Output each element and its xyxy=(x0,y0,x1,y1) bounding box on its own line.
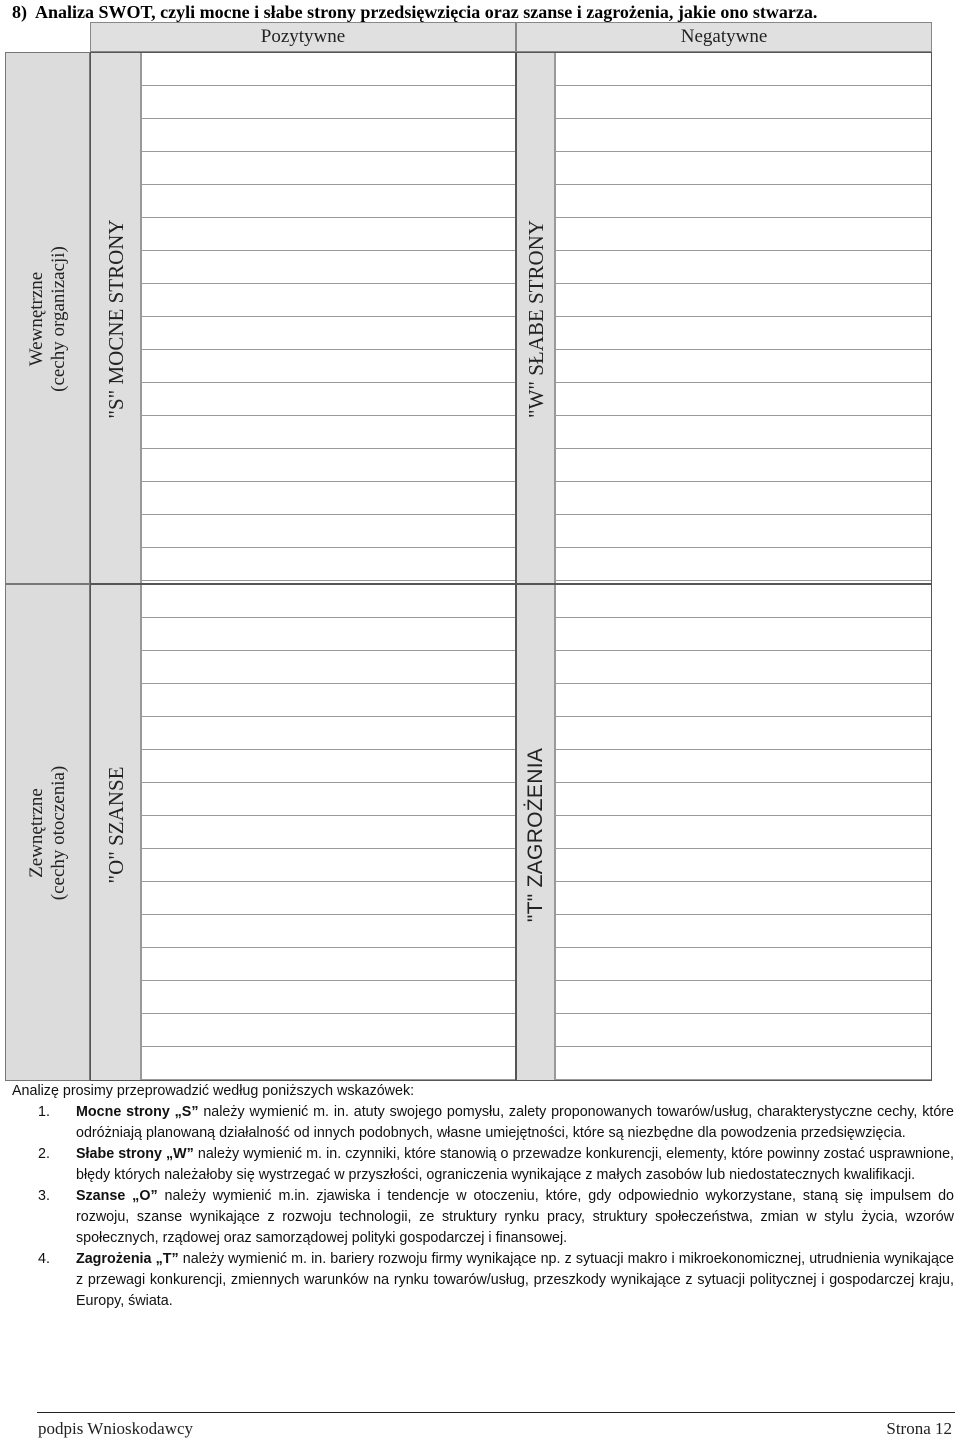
instruction-text: należy wymienić m.in. zjawiska i tendencje w otoczeniu, które, gdy odpowiednio wykorzystane, staną się impulsem do rozwoju, szanse wynikające z rozwoju technologii, ze struktury rynku pracy, struktury społeczeństwa, zmian w stylu życia, wzorów społecznych, rządowej oraz samorządowej polityki gospodarczej i finansowej. xyxy=(76,1188,954,1246)
weaknesses-label-strip xyxy=(517,53,555,583)
instructions-intro: Analizę prosimy przeprowadzić według poniższych wskazówek: xyxy=(12,1083,415,1099)
column-header-positive: Pozytywne xyxy=(90,22,516,52)
instruction-item xyxy=(12,1102,954,1144)
strengths-cell xyxy=(90,52,516,584)
instruction-text: należy wymienić m. in. czynniki, które stanowią o przewadze konkurencji, elementy, które powinny zostać usprawnione, błędy których należałoby się wystrzegać w przyszłości, ograniczenia wynikające z małych zasobów lub niedostatecznych kwalifikacji. xyxy=(76,1146,955,1183)
threats-label: "T" ZAGROŻENIA xyxy=(524,747,547,923)
strengths-label: "S" MOCNE STRONY xyxy=(104,219,128,419)
instruction-item xyxy=(12,1249,954,1312)
threats-writing-area[interactable] xyxy=(555,585,931,1080)
threats-label-strip xyxy=(517,585,555,1080)
instruction-text: należy wymienić m. in. bariery rozwoju firmy wynikające np. z sytuacji makro i mikroekonomicznej, utrudnienia wynikające z przewagi konkurencji, zmiennych warunków na rynku towarów/usług, przeszkody wynikające z sytuacji politycznej i gospodarczej kraju, Europy, świata. xyxy=(76,1251,954,1309)
instruction-text: należy wymienić m. in. atuty swojego pomysłu, zalety proponowanych towarów/usług, charakterystyczne cechy, które odróżniają planowaną działalność od innych podobnych, własne umiejętności, które są niezbędne dla powodzenia przedsięwzięcia. xyxy=(76,1104,955,1141)
opportunities-cell xyxy=(90,584,516,1081)
weaknesses-writing-area[interactable] xyxy=(555,53,931,583)
weaknesses-cell xyxy=(516,52,932,584)
row-header-external xyxy=(5,584,90,1081)
opportunities-writing-area[interactable] xyxy=(141,585,515,1080)
footer-divider xyxy=(37,1412,955,1413)
threats-cell xyxy=(516,584,932,1081)
column-header-negative: Negatywne xyxy=(516,22,932,52)
instruction-term: Słabe strony „W” xyxy=(76,1146,194,1162)
row-internal-line2: (cechy organizacji) xyxy=(48,246,69,392)
instruction-number: 3. xyxy=(38,1188,50,1204)
strengths-label-strip xyxy=(91,53,141,583)
instruction-number: 2. xyxy=(38,1146,50,1162)
instruction-term: Mocne strony „S” xyxy=(76,1104,199,1120)
weaknesses-label: "W" SŁABE STRONY xyxy=(524,220,548,418)
opportunities-label-strip xyxy=(91,585,141,1080)
row-external-line1: Zewnętrzne xyxy=(26,788,47,878)
row-header-internal-text xyxy=(26,246,70,392)
instruction-term: Szanse „O” xyxy=(76,1188,158,1204)
instructions-list xyxy=(12,1102,954,1312)
footer-signature-label: podpis Wnioskodawcy xyxy=(38,1419,194,1438)
instruction-term: Zagrożenia „T” xyxy=(76,1251,179,1267)
row-header-internal xyxy=(5,52,90,584)
section-number: 8) xyxy=(12,2,27,22)
strengths-writing-area[interactable] xyxy=(141,53,515,583)
footer-page-number: Strona 12 xyxy=(886,1419,952,1438)
instruction-item xyxy=(12,1186,954,1249)
instructions xyxy=(12,1081,954,1312)
instruction-item xyxy=(12,1144,954,1186)
row-internal-line1: Wewnętrzne xyxy=(26,271,47,367)
row-header-external-text xyxy=(26,766,70,901)
instruction-number: 4. xyxy=(38,1251,50,1267)
section-heading xyxy=(12,2,817,23)
opportunities-label: "O" SZANSE xyxy=(104,766,128,884)
instruction-number: 1. xyxy=(38,1104,50,1120)
section-title: Analiza SWOT, czyli mocne i słabe strony przedsięwzięcia oraz szanse i zagrożenia, jakie ono stwarza. xyxy=(35,2,818,22)
row-external-line2: (cechy otoczenia) xyxy=(48,765,69,901)
